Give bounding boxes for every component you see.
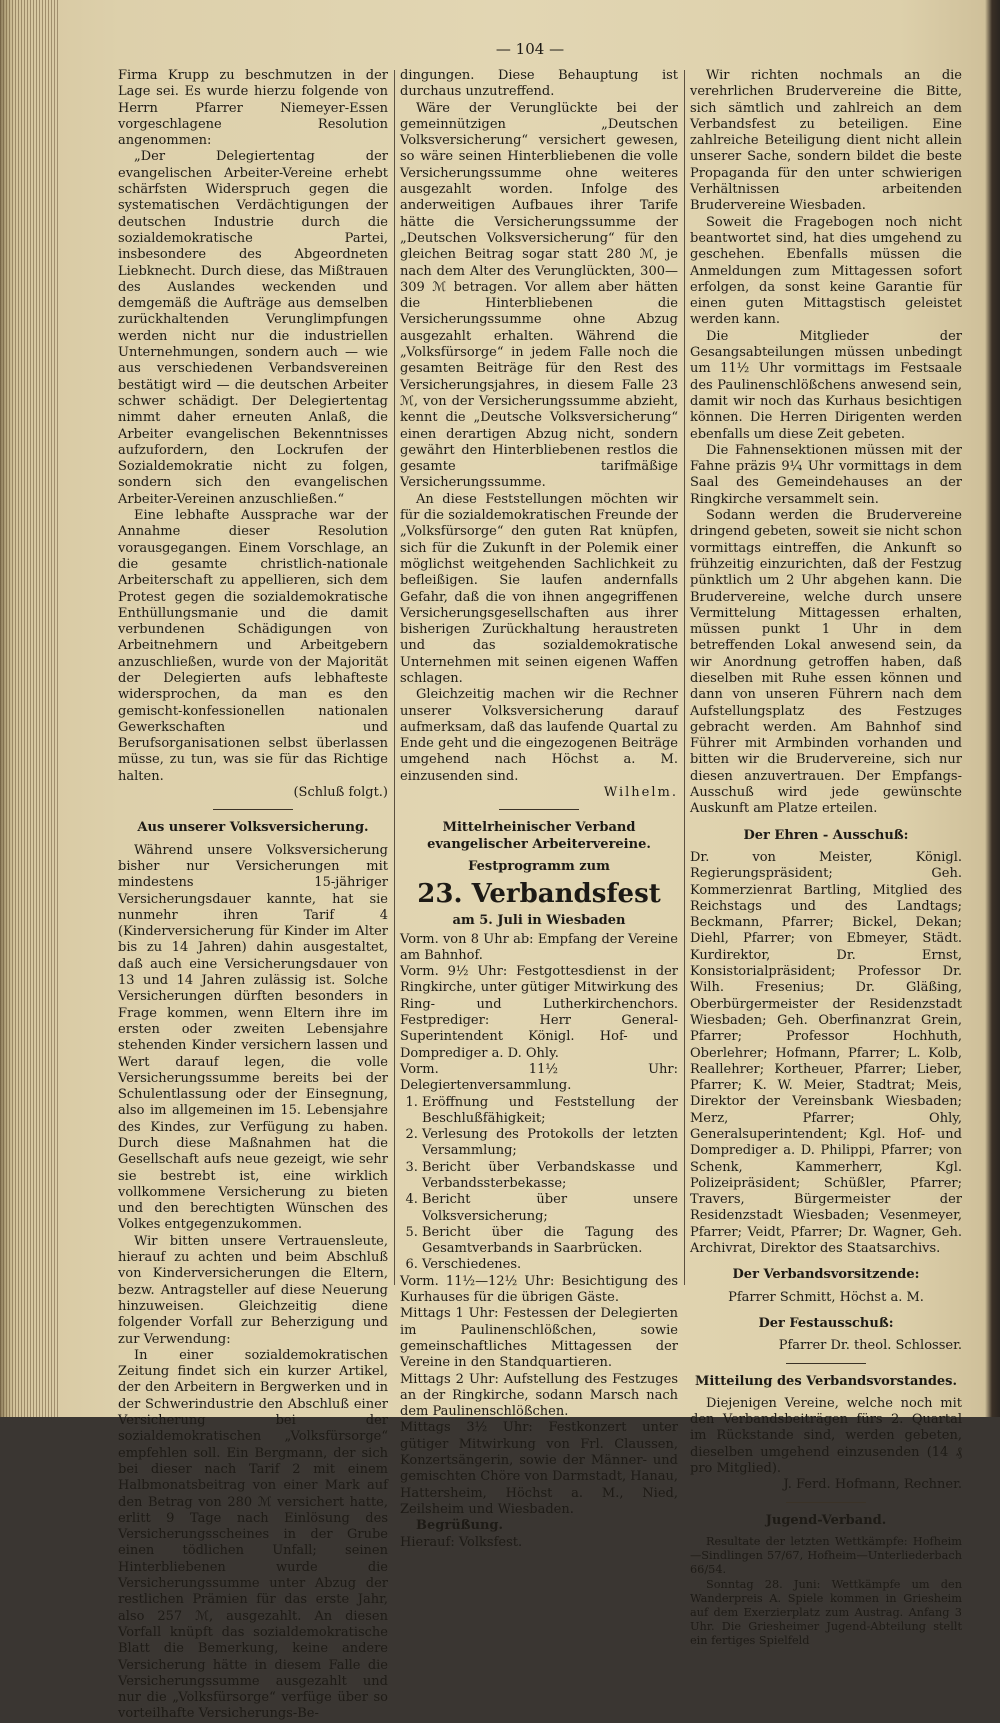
section-heading: Mittelrheinischer Verband evangelischer Arbeitervereine. bbox=[427, 820, 651, 852]
section-heading: Aus unserer Volksversicherung. bbox=[137, 820, 369, 836]
agenda-list bbox=[400, 1095, 678, 1274]
program-title: 23. Verbandsfest bbox=[417, 879, 661, 910]
paragraph: Eine lebhafte Aussprache war der Annahme dieser Resolution vorausgegangen. Einem Vorschlage, an die gesamte christlich-nationale Arbeiterschaft zu appellieren, sich dem Protest gegen die sozialdemokratische Enthüllungsmanie und die damit verbundenen Schädigungen von Arbeitnehmern und Arbeitgebern anzuschließen, wurde von der Majorität der Delegierten aufs lebhafteste widersprochen, da man es den gemischt-konfessionellen nationalen Gewerkschaften und Berufsorganisationen selbst überlassen müsse, zu tun, was sie für das Richtige halten. bbox=[118, 508, 388, 784]
paragraph: Gleichzeitig machen wir die Rechner unserer Volksversicherung darauf aufmerksam, daß das laufende Quartal zu Ende geht und die eingezogenen Beiträge umgehend nach Höchst a. M. einzusenden sind. bbox=[400, 687, 678, 784]
column-2 bbox=[400, 68, 678, 1551]
continuation-note: (Schluß folgt.) bbox=[293, 785, 388, 801]
column-rule-1 bbox=[394, 70, 395, 1285]
agenda-item: 4. Bericht über unsere Volksversicherung; bbox=[422, 1192, 678, 1225]
signature: Wilhelm. bbox=[603, 785, 678, 801]
program-entry: Begrüßung. bbox=[416, 1518, 504, 1534]
paragraph: Wir richten nochmals an die verehrlichen Brudervereine die Bitte, sich sämtlich und zahlreich an dem Verbandsfest zu beteiligen. Eine zahlreiche Beteiligung dient nicht allein unserer Sache, sondern bildet die beste Propaganda für den unter schwierigen Verhältnissen arbeitenden Brudervereine Wiesbaden. bbox=[690, 68, 962, 214]
program-entry: Vorm. von 8 Uhr ab: Empfang der Vereine am Bahnhof. bbox=[400, 931, 678, 963]
program-date: am 5. Juli in Wiesbaden bbox=[452, 913, 626, 929]
section-heading: Jugend-Verband. bbox=[765, 1512, 887, 1528]
paragraph: Sonntag 28. Juni: Wettkämpfe um den Wanderpreis A. Spiele kommen in Griesheim auf dem Exerzierplatz zum Austrag. Anfang 3 Uhr. Die Griesheimer Jugend-Abteilung stellt ein fertiges Spielfeld bbox=[690, 1577, 962, 1648]
column-rule-2 bbox=[684, 70, 685, 1285]
paragraph: Die Mitglieder der Gesangsabteilungen müssen unbedingt um 11½ Uhr vormittags im Festsaale des Paulinenschlößchens anwesend sein, damit wir noch das Kurhaus besichtigen können. Die Herren Dirigenten werden ebenfalls um diese Zeit gebeten. bbox=[690, 328, 962, 442]
paragraph: Wir bitten unsere Vertrauensleute, hierauf zu achten und beim Abschluß von Kinderversicherungen die Eltern, bezw. Antragsteller auf diese Neuerung hinzuweisen. Gleichzeitig diene folgender Vorfall zur Beherzigung und zur Verwendung: bbox=[118, 1233, 388, 1347]
paragraph: In einer sozialdemokratischen Zeitung findet sich ein kurzer Artikel, der den Arbeitern in Bergwerken und in der Schwerindustrie den Abschluß einer Versicherung bei der sozialdemokratischen „Volksfürsorge“ empfehlen soll. Ein Bergmann, der sich bei dieser nach Tarif 2 mit einem Halbmonatsbeitrag von einer Mark auf den Betrag von 280 ℳ versichert hatte, erlitt 9 Tage nach Einlösung des Versicherungsscheines in der Grube einen tödlichen Unfall; seinen Hinterbliebenen wurde die Versicherungssumme unter Abzug der restlichen Prämien für das erste Jahr, also 257 ℳ, ausgezahlt. An diesen Vorfall knüpft das sozialdemokratische Blatt die Bemerkung, keine andere Versicherung hätte in diesem Falle die Versicherungssumme ausgezahlt und nur die „Volksfürsorge“ verfüge über so vorteilhafte Versicherungs-Be- bbox=[118, 1347, 388, 1722]
paragraph: Während unsere Volksversicherung bisher nur Versicherungen mit mindestens 15-jähriger Versicherungsdauer kannte, hat sie nunmehr ihren Tarif 4 (Kinderversicherung für Kinder im Alter bis zu 14 Jahren) dahin ausgestaltet, daß auch eine Versicherungsdauer von 13 und 14 Jahren zulässig ist. Solche Versicherungen dürften besonders in Frage kommen, wenn Eltern ihre im ersten oder zweiten Lebensjahre stehenden Kinder versichern lassen und Wert darauf legen, die volle Versicherungssumme bereits bei der Schulentlassung oder der Einsegnung, also im allgemeinen im 15. Lebensjahre des Kindes, zur Verfügung zu haben. Durch diese Maßnahmen hat die Gesellschaft aufs neue gezeigt, wie sehr sie bestrebt ist, eine wirklich vollkommene Versicherung zu bieten und den berechtigten Wünschen des Volkes entgegenzukommen. bbox=[118, 842, 388, 1233]
agenda-item: 2. Verlesung des Protokolls der letzten Versammlung; bbox=[422, 1127, 678, 1160]
signature: Pfarrer Schmitt, Höchst a. M. bbox=[728, 1289, 924, 1305]
section-heading: Der Verbandsvorsitzende: bbox=[732, 1267, 920, 1283]
divider bbox=[786, 1502, 866, 1503]
program-entry: Vorm. 11½ Uhr: Delegiertenversammlung. bbox=[400, 1061, 678, 1094]
paragraph: dingungen. Diese Behauptung ist durchaus unzutreffend. bbox=[400, 68, 678, 100]
divider bbox=[213, 809, 293, 810]
divider bbox=[499, 809, 579, 810]
agenda-item: 5. Bericht über die Tagung des Gesamtverbands in Saarbrücken. bbox=[422, 1225, 678, 1258]
paragraph: An diese Feststellungen möchten wir für die sozialdemokratischen Freunde der „Volksfürsorge“ den guten Rat knüpfen, sich für die Zukunft in der Polemik einer möglichst weitgehenden Sachlichkeit zu befleißigen. Sie laufen andernfalls Gefahr, daß die von ihnen angegriffenen Versicherungsgesellschaften aus ihrer bisherigen Zurückhaltung heraustreten und das sozialdemokratische Unternehmen mit seinen eigenen Waffen schlagen. bbox=[400, 491, 678, 686]
program-entry: Hierauf: Volksfest. bbox=[400, 1534, 523, 1550]
section-heading: Der Ehren - Ausschuß: bbox=[743, 827, 909, 843]
page-number: — 104 — bbox=[495, 40, 565, 58]
column-1 bbox=[118, 68, 388, 1723]
agenda-item: 6. Verschiedenes. bbox=[422, 1257, 678, 1273]
section-heading: Der Festausschuß: bbox=[758, 1315, 894, 1331]
signature: Pfarrer Dr. theol. Schlosser. bbox=[778, 1338, 962, 1354]
paragraph: Sodann werden die Brudervereine dringend gebeten, soweit sie nicht schon vormittags eintreffen, die Ankunft so frühzeitig einzurichten, daß der Festzug pünktlich um 2 Uhr abgehen kann. Die Brudervereine, welche durch unsere Vermittelung Mittagessen erhalten, müssen punkt 1 Uhr in dem betreffenden Lokal anwesend sein, da wir Anordnung getroffen haben, daß dieselben mit Ruhe essen können und dann von unseren Führern nach dem Aufstellungsplatz des Festzuges gebracht werden. Am Bahnhof sind Führer mit Armbinden vorhanden und bitten wir die Brudervereine, sich nur diesen anzuvertrauen. Der Empfangs-Ausschuß wird jede gewünschte Auskunft am Platze erteilen. bbox=[690, 508, 962, 817]
agenda-item: 1. Eröffnung und Feststellung der Beschlußfähigkeit; bbox=[422, 1095, 678, 1128]
paragraph: Diejenigen Vereine, welche noch mit den Verbandsbeiträgen fürs 2. Quartal im Rückstande sind, werden gebeten, dieselben umgehend einzusenden (14 ₰ pro Mitglied). bbox=[690, 1395, 962, 1477]
program-entry: Vorm. 9½ Uhr: Festgottesdienst in der Ringkirche, unter gütiger Mitwirkung des Ring- und Lutherkirchenchors. Festprediger: Herr General-Superintendent Königl. Hof- und Domprediger a. D. Ohly. bbox=[400, 964, 678, 1061]
program-entry: Vorm. 11½—12½ Uhr: Besichtigung des Kurhauses für die übrigen Gäste. bbox=[400, 1273, 678, 1306]
paragraph: Dr. von Meister, Königl. Regierungspräsident; Geh. Kommerzienrat Bartling, Mitglied des Reichstags und des Landtags; Beckmann, Pfarrer; Bickel, Dekan; Diehl, Pfarrer; von Ebmeyer, Städt. Kurdirektor, Dr. Ernst, Konsistorialpräsident; Professor Dr. Wilh. Fresenius; Dr. Gläßing, Oberbürgermeister der Residenzstadt Wiesbaden; Geh. Oberfinanzrat Grein, Pfarrer; Professor Hochhuth, Oberlehrer; Hofmann, Pfarrer; L. Kolb, Reallehrer; Kortheuer, Pfarrer; Lieber, Pfarrer; K. W. Meier, Stadtrat; Meis, Direktor der Vereinsbank Wiesbaden; Merz, Pfarrer; Ohly, Generalsuperintendent; Kgl. Hof- und Domprediger a. D. Philippi, Pfarrer; von Schenk, Kammerherr, Kgl. Polizeipräsident; Schüßler, Pfarrer; Travers, Bürgermeister der Residenzstadt Wiesbaden; Vesenmeyer, Pfarrer; Veidt, Pfarrer; Dr. Wagner, Geh. Archivrat, Direktor des Staatsarchivs. bbox=[690, 849, 962, 1257]
paragraph: Die Fahnensektionen müssen mit der Fahne präzis 9¼ Uhr vormittags in dem Saal des Gemeindehauses an der Ringkirche versammelt sein. bbox=[690, 442, 962, 507]
section-heading: Mitteilung des Verbandsvorstandes. bbox=[694, 1373, 958, 1389]
paragraph: Resultate der letzten Wettkämpfe: Hofheim—Sindlingen 57/67, Hofheim—Unterliederbach 66/54. bbox=[690, 1534, 962, 1577]
paragraph: Soweit die Fragebogen noch nicht beantwortet sind, hat dies umgehend zu geschehen. Ebenfalls müssen die Anmeldungen zum Mittagessen sofort erfolgen, da sonst keine Garantie für einen guten Mittagstisch geleistet werden kann. bbox=[690, 214, 962, 328]
program-subtitle: Festprogramm zum bbox=[468, 858, 610, 874]
paragraph: Wäre der Verunglückte bei der gemeinnützigen „Deutschen Volksversicherung“ versichert gewesen, so wäre seinen Hinterbliebenen die volle Versicherungssumme ohne weiteres ausgezahlt worden. Infolge des anderweitigen Aufbaues ihrer Tarife hätte die Versicherungssumme der „Deutschen Volksversicherung“ für den gleichen Beitrag sogar statt 280 ℳ, je nach dem Alter des Verunglückten, 300—309 ℳ betragen. Vor allem aber hätten die Hinterbliebenen die Versicherungssumme ohne Abzug ausgezahlt erhalten. Während die „Volksfürsorge“ in jedem Falle noch die gesamten Beiträge für den Rest des Versicherungsjahres, in diesem Falle 23 ℳ, von der Versicherungssumme abzieht, kennt die „Deutsche Volksversicherung“ einen derartigen Abzug nicht, sondern gewährt den Hinterbliebenen restlos die gesamte tarifmäßige Versicherungssumme. bbox=[400, 100, 678, 491]
program-entry: Mittags 1 Uhr: Festessen der Delegierten im Paulinenschlößchen, sowie gemeinschaftliches Mittagessen der Vereine in den Standquartieren. bbox=[400, 1306, 678, 1371]
program-entry: Mittags 3½ Uhr: Festkonzert unter gütiger Mitwirkung von Frl. Claussen, Konzertsängerin, sowie der Männer- und gemischten Chöre von Darmstadt, Hanau, Hattersheim, Höchst a. M., Nied, Zeilsheim und Wiesbaden. bbox=[400, 1420, 678, 1517]
column-3 bbox=[690, 68, 962, 1649]
paragraph: „Der Delegiertentag der evangelischen Arbeiter-Vereine erhebt schärfsten Widerspruch gegen die systematischen Verdächtigungen der deutschen Industrie durch die sozialdemokratische Partei, insbesondere des Abgeordneten Liebknecht. Durch diese, das Mißtrauen des Auslandes weckenden und demgemäß die Aufträge aus demselben zurückhaltenden Verunglimpfungen werden nicht nur die industriellen Unternehmungen, sondern auch — wie aus verschiedenen Verbandsvereinen bestätigt wird — die deutschen Arbeiter schwer schädigt. Der Delegiertentag nimmt daher erneuten Anlaß, die Arbeiter evangelischen Bekenntnisses aufzufordern, den Lockrufen der Sozialdemokratie nicht zu folgen, sondern sich den evangelischen Arbeiter-Vereinen anzuschließen.“ bbox=[118, 149, 388, 507]
paragraph: Firma Krupp zu beschmutzen in der Lage sei. Es wurde hierzu folgende von Herrn Pfarrer Niemeyer-Essen vorgeschlagene Resolution angenommen: bbox=[118, 68, 388, 149]
book-page-edges bbox=[0, 0, 58, 1417]
program-entry: Mittags 2 Uhr: Aufstellung des Festzuges an der Ringkirche, sodann Marsch nach dem Paulinenschlößchen. bbox=[400, 1371, 678, 1420]
divider bbox=[786, 1363, 866, 1364]
signature: J. Ferd. Hofmann, Rechner. bbox=[783, 1477, 962, 1493]
agenda-item: 3. Bericht über Verbandskasse und Verbandssterbekasse; bbox=[422, 1160, 678, 1193]
